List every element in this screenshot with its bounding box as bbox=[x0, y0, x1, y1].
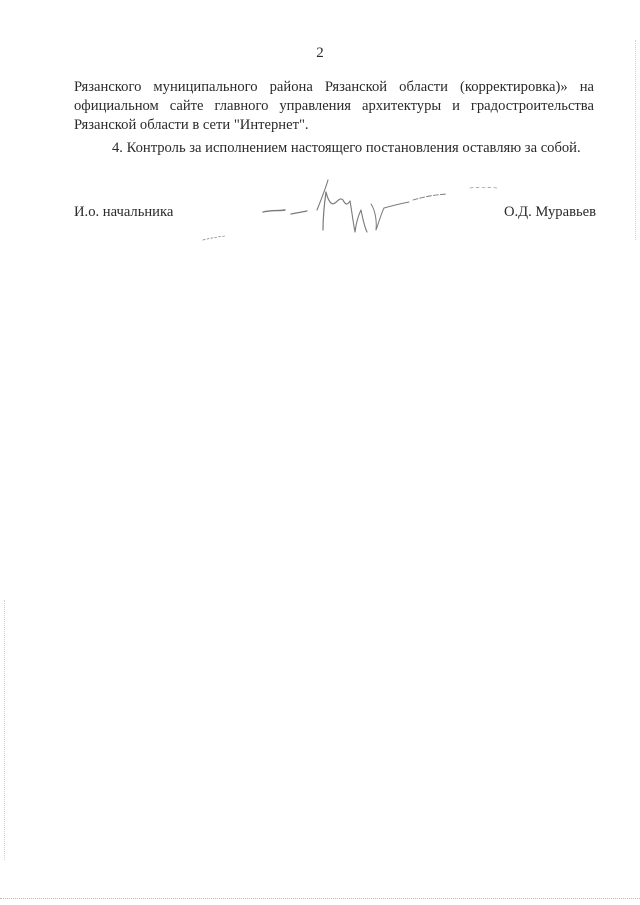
page-number: 2 bbox=[316, 45, 324, 61]
scan-edge-bottom-line bbox=[0, 898, 640, 900]
position-title: И.о. начальника bbox=[74, 204, 174, 220]
handwritten-signature bbox=[195, 170, 515, 255]
paragraph-item-4: 4. Контроль за исполнением настоящего постановления оставляю за собой. bbox=[112, 140, 581, 156]
paragraph-line: Рязанского муниципального района Рязанской области (корректировка)» на bbox=[74, 79, 594, 95]
scan-edge-marks bbox=[4, 600, 6, 860]
scan-edge-marks bbox=[635, 40, 637, 240]
paragraph-line: Рязанской области в сети "Интернет". bbox=[74, 117, 309, 133]
paragraph-line: официальном сайте главного управления архитектуры и градостроительства bbox=[74, 98, 594, 114]
signer-name: О.Д. Муравьев bbox=[503, 204, 596, 220]
